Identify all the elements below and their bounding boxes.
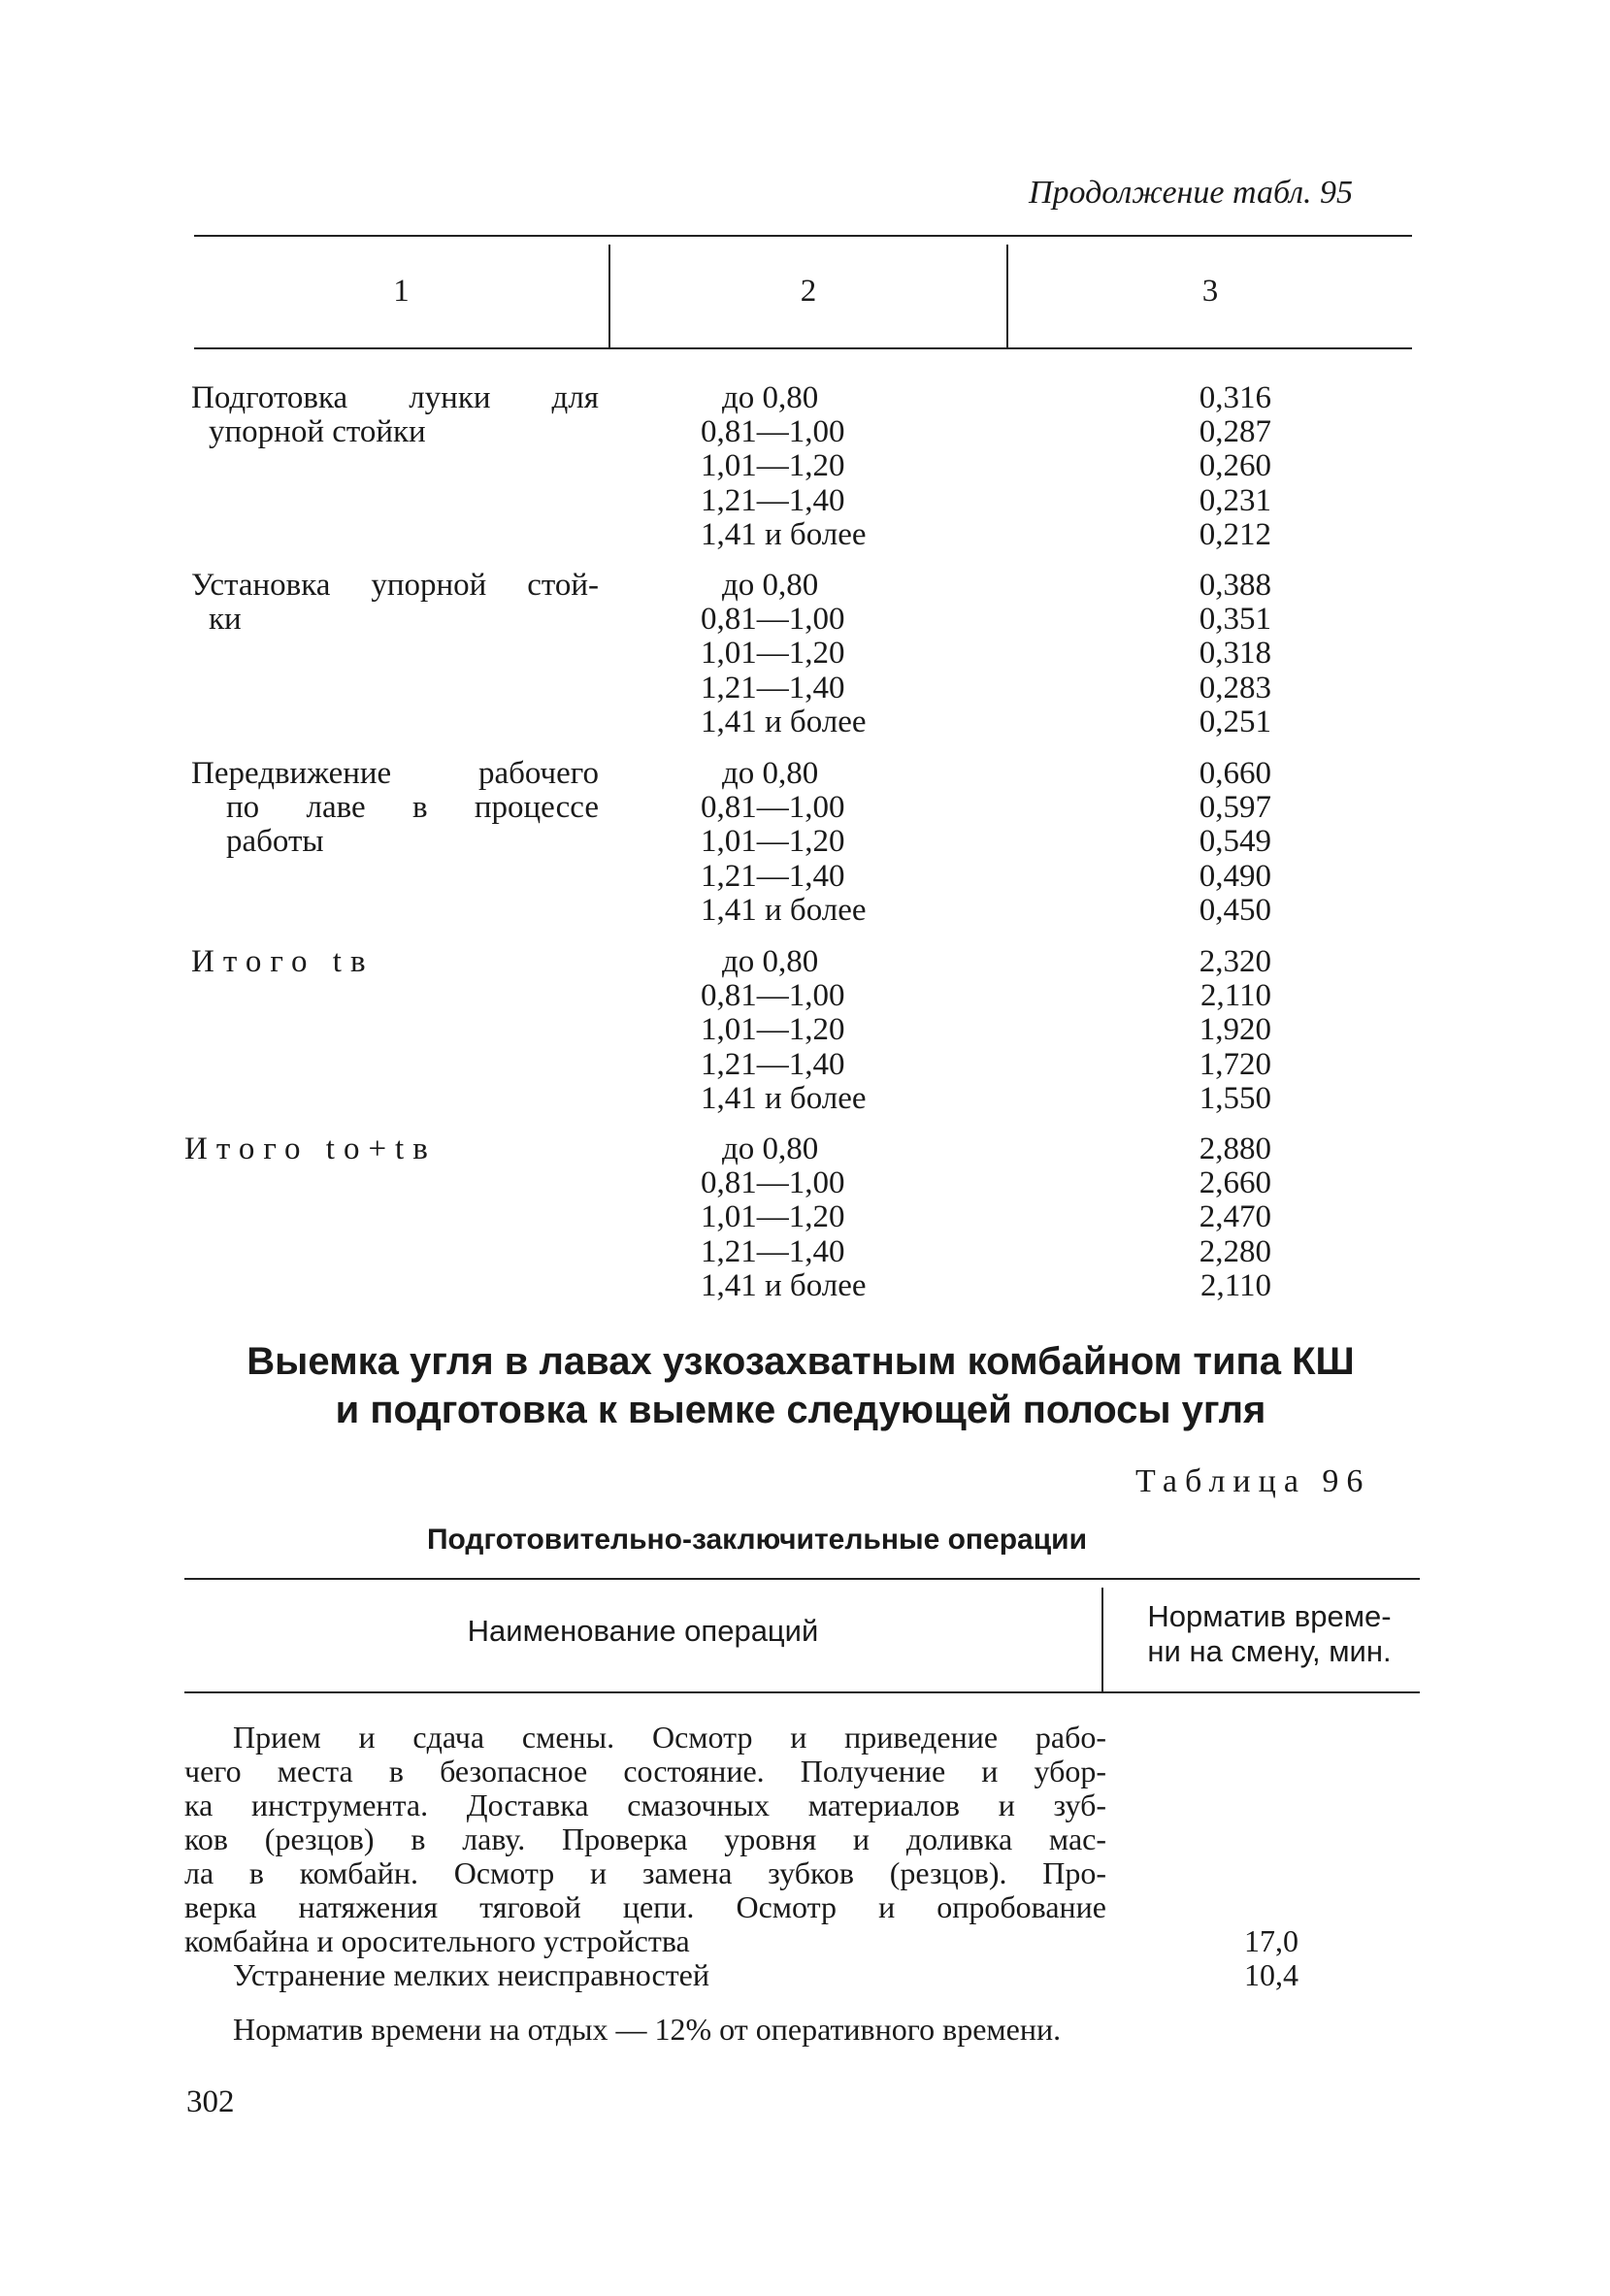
value-cell: 2,110: [1199, 1267, 1271, 1303]
range-cell: 1,01—1,20: [701, 636, 845, 672]
name-line: Подготовка лунки для: [191, 380, 599, 415]
table96-subtitle: Подготовительно-заключительные операции: [426, 1524, 1088, 1556]
table95-row-ranges: [701, 1132, 953, 1303]
range-cell: 1,41 и более: [701, 704, 867, 739]
operation-line: верка натяжения тяговой цепи. Осмотр и опробование: [184, 1889, 1106, 1924]
section-title-line: и подготовка к выемке следующей полосы угля: [335, 1389, 1266, 1431]
total-label: Итого tо+tв: [184, 1132, 437, 1166]
range-cell: 0,81—1,00: [701, 602, 845, 638]
range-cell: 1,01—1,20: [701, 824, 845, 860]
table95-row-values: [1165, 381, 1271, 552]
name-line: Передвижение рабочего: [191, 756, 599, 791]
range-cell: 0,81—1,00: [701, 978, 845, 1014]
value-cell: 0,450: [1199, 892, 1271, 928]
value-cell: 0,212: [1199, 516, 1271, 552]
range-cell: до 0,80: [722, 568, 819, 603]
value-cell: 0,260: [1199, 448, 1271, 484]
value-cell: 0,316: [1199, 380, 1271, 415]
operation-line: ла в комбайн. Осмотр и замена зубков (резцов). Про-: [184, 1855, 1106, 1890]
table95-row-ranges: [701, 381, 953, 552]
range-cell: 1,01—1,20: [701, 1012, 845, 1048]
value-cell: 0,660: [1199, 756, 1271, 791]
rest-time-note: Норматив времени на отдых — 12% от оперативного времени.: [233, 2012, 1062, 2047]
value-cell: 2,110: [1199, 978, 1271, 1014]
range-cell: 0,81—1,00: [701, 414, 845, 450]
value-cell: 2,320: [1199, 944, 1271, 979]
range-cell: 1,21—1,40: [701, 858, 845, 894]
table96-top-rule: [184, 1578, 1420, 1580]
value-cell: 2,470: [1199, 1199, 1271, 1235]
range-cell: 1,21—1,40: [701, 1046, 845, 1082]
range-cell: 1,41 и более: [701, 516, 867, 552]
value-cell: 1,920: [1199, 1012, 1271, 1048]
table95-col1-header: 1: [393, 274, 410, 309]
name-line: работы: [226, 824, 324, 860]
continuation-label: Продолжение табл. 95: [1029, 175, 1354, 211]
range-cell: 1,01—1,20: [701, 1199, 845, 1235]
range-cell: 1,21—1,40: [701, 482, 845, 518]
table96-value: 17,0: [1244, 1923, 1298, 1958]
range-cell: до 0,80: [722, 380, 819, 415]
header-right-line: Норматив време-: [1147, 1599, 1392, 1633]
table96-row-operations: [184, 1721, 1106, 1992]
value-cell: 0,251: [1199, 704, 1271, 739]
range-cell: 1,41 и более: [701, 892, 867, 928]
total-label: Итого tв: [191, 944, 375, 979]
range-cell: до 0,80: [722, 1132, 819, 1166]
table95-header-rule: [194, 347, 1412, 349]
name-line: по лаве в процессе: [226, 790, 599, 826]
section-title-line: Выемка угля в лавах узкозахватным комбайном типа КШ: [246, 1340, 1355, 1383]
table95-col2-header: 2: [800, 274, 817, 309]
name-line: ки: [209, 602, 242, 638]
operation-line: чего места в безопасное состояние. Получение и убор-: [184, 1754, 1106, 1788]
value-cell: 0,490: [1199, 858, 1271, 894]
operation-line: Устранение мелких неисправностей: [233, 1957, 709, 1992]
table95-row-values: [1165, 945, 1271, 1116]
header-right-line: ни на смену, мин.: [1147, 1634, 1392, 1668]
value-cell: 0,597: [1199, 790, 1271, 826]
table95-row-values: [1165, 1132, 1271, 1303]
value-cell: 0,351: [1199, 602, 1271, 638]
value-cell: 0,231: [1199, 482, 1271, 518]
range-cell: 1,41 и более: [701, 1080, 867, 1116]
table95-row-ranges: [701, 569, 953, 739]
table96-header-right: [1114, 1599, 1425, 1669]
range-cell: до 0,80: [722, 944, 819, 979]
value-cell: 0,287: [1199, 414, 1271, 450]
table95-row-name: [184, 1132, 592, 1166]
range-cell: 1,21—1,40: [701, 1233, 845, 1269]
table95-col3-header: 3: [1201, 274, 1219, 309]
table95-row-name: [191, 757, 599, 860]
table96-header-rule: [184, 1691, 1420, 1693]
table95-row-name: [191, 381, 599, 449]
table95-row-name: [191, 945, 599, 979]
name-line: Установка упорной стой-: [191, 568, 599, 603]
page-number: 302: [186, 2084, 235, 2119]
table95-row-values: [1165, 757, 1271, 928]
operation-line: ков (резцов) в лаву. Проверка уровня и доливка мас-: [184, 1821, 1106, 1856]
range-cell: 1,01—1,20: [701, 448, 845, 484]
name-line: упорной стойки: [209, 414, 426, 450]
value-cell: 0,283: [1199, 670, 1271, 705]
table-number-label: Таблица 96: [1135, 1463, 1371, 1499]
table96-header-left: Наименование операций: [467, 1614, 819, 1648]
table95-top-rule: [194, 235, 1412, 237]
value-cell: 2,880: [1199, 1132, 1271, 1166]
table95-row-ranges: [701, 945, 953, 1116]
table95-row-ranges: [701, 757, 953, 928]
operation-line: Прием и сдача смены. Осмотр и приведение рабо-: [233, 1720, 1106, 1755]
table95-row-values: [1165, 569, 1271, 739]
range-cell: 0,81—1,00: [701, 790, 845, 826]
value-cell: 0,318: [1199, 636, 1271, 672]
table95-row-name: [191, 569, 599, 637]
value-cell: 2,660: [1199, 1165, 1271, 1201]
operation-line: ка инструмента. Доставка смазочных материалов и зуб-: [184, 1788, 1106, 1822]
table96-value: 10,4: [1244, 1957, 1298, 1992]
range-cell: 0,81—1,00: [701, 1165, 845, 1201]
value-cell: 1,720: [1199, 1046, 1271, 1082]
operation-line: комбайна и оросительного устройства: [184, 1923, 690, 1958]
range-cell: до 0,80: [722, 756, 819, 791]
section-title: [155, 1337, 1446, 1434]
value-cell: 0,388: [1199, 568, 1271, 603]
range-cell: 1,41 и более: [701, 1267, 867, 1303]
value-cell: 0,549: [1199, 824, 1271, 860]
value-cell: 1,550: [1199, 1080, 1271, 1116]
value-cell: 2,280: [1199, 1233, 1271, 1269]
table96-col-divider: [1101, 1588, 1103, 1691]
range-cell: 1,21—1,40: [701, 670, 845, 705]
